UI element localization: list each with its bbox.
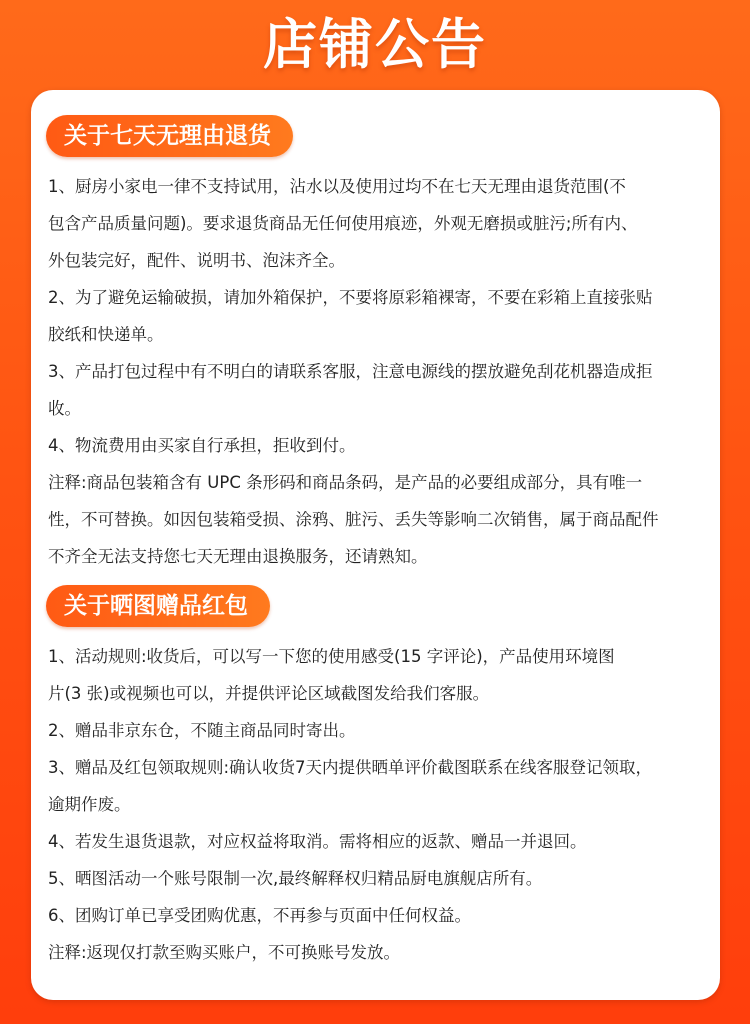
notice-line: 3、赠品及红包领取规则:确认收货7天内提供晒单评价截图联系在线客服登记领取，	[48, 758, 653, 777]
notice-line: 片(3 张)或视频也可以，并提供评论区域截图发给我们客服。	[48, 684, 490, 703]
notice-line: 4、物流费用由买家自行承担，拒收到付。	[48, 436, 356, 455]
notice-line: 逾期作废。	[48, 795, 131, 814]
section-body-returns	[48, 175, 720, 582]
notice-line: 2、赠品非京东仓，不随主商品同时寄出。	[48, 721, 356, 740]
notice-line: 1、活动规则:收货后，可以写一下您的使用感受(15 字评论)，产品使用环境图	[48, 647, 615, 666]
notice-line: 6、团购订单已享受团购优惠，不再参与页面中任何权益。	[48, 906, 471, 925]
section-heading-returns: 关于七天无理由退货	[46, 115, 293, 157]
notice-line: 包含产品质量问题)。要求退货商品无任何使用痕迹，外观无磨损或脏污;所有内、	[48, 214, 638, 233]
notice-line: 性，不可替换。如因包装箱受损、涂鸦、脏污、丢失等影响二次销售，属于商品配件	[48, 510, 659, 529]
notice-line: 收。	[48, 399, 81, 418]
notice-line: 不齐全无法支持您七天无理由退换服务，还请熟知。	[48, 547, 428, 566]
notice-line: 2、为了避免运输破损，请加外箱保护，不要将原彩箱裸寄，不要在彩箱上直接张贴	[48, 288, 653, 307]
section-body-review-gifts	[48, 645, 720, 978]
section-heading-review-gifts: 关于晒图赠品红包	[46, 585, 270, 627]
page-title: 店铺公告	[263, 13, 487, 76]
notice-line: 外包装完好，配件、说明书、泡沫齐全。	[48, 251, 345, 270]
notice-line: 1、厨房小家电一律不支持试用，沾水以及使用过均不在七天无理由退货范围(不	[48, 177, 626, 196]
notice-line: 注释:商品包装箱含有 UPC 条形码和商品条码，是产品的必要组成部分，具有唯一	[48, 473, 643, 492]
notice-line: 注释:返现仅打款至购买账户，不可换账号发放。	[48, 943, 401, 962]
notice-line: 3、产品打包过程中有不明白的请联系客服，注意电源线的摆放避免刮花机器造成拒	[48, 362, 653, 381]
notice-line: 胶纸和快递单。	[48, 325, 164, 344]
notice-line: 5、晒图活动一个账号限制一次,最终解释权归精品厨电旗舰店所有。	[48, 869, 543, 888]
notice-line: 4、若发生退货退款，对应权益将取消。需将相应的返款、赠品一并退回。	[48, 832, 587, 851]
